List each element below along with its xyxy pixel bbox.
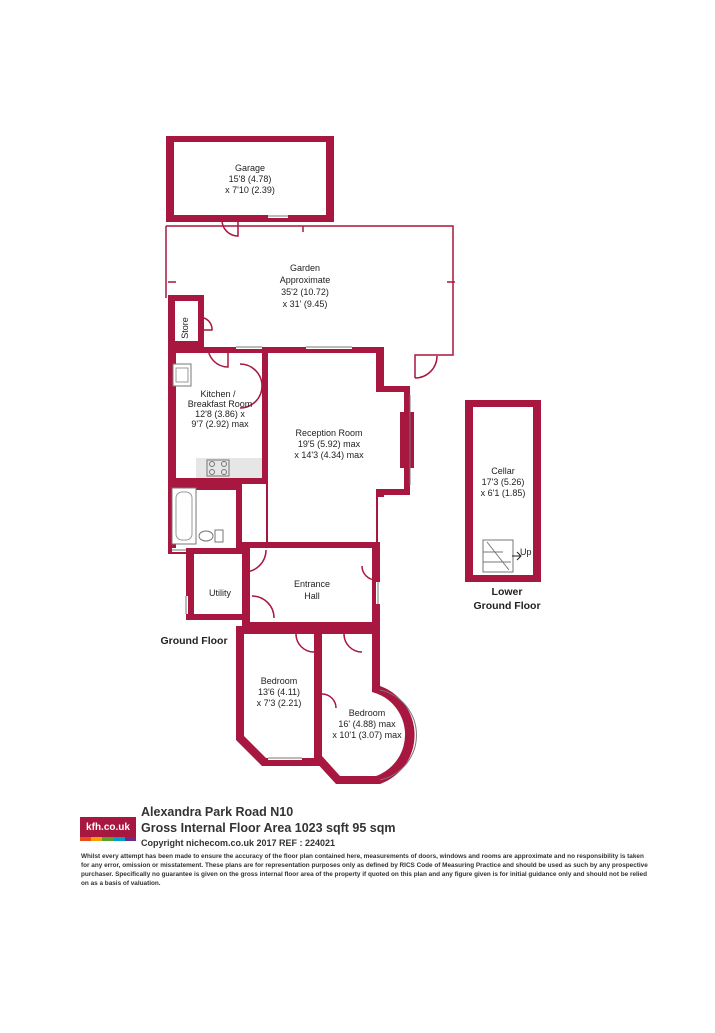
- garage-dim2: x 7'10 (2.39): [225, 185, 275, 195]
- reception-name: Reception Room: [295, 428, 363, 438]
- kitchen-name: Kitchen /: [200, 389, 236, 399]
- store-name: Store: [180, 317, 190, 339]
- bedroom2-dim1: 16' (4.88) max: [338, 719, 396, 729]
- ground-floor-label: Ground Floor: [160, 635, 228, 647]
- lower-floor-label-2: Ground Floor: [473, 600, 541, 612]
- logo-stripe: [102, 837, 113, 841]
- logo-stripe: [80, 837, 91, 841]
- logo-text: kfh.co.uk: [86, 822, 130, 833]
- bedroom2-name: Bedroom: [348, 708, 386, 718]
- cellar-name: Cellar: [491, 466, 515, 476]
- bedroom1-dim1: 13'6 (4.11): [257, 687, 301, 697]
- entrance-name: Entrance: [293, 579, 331, 589]
- logo-stripe: [114, 837, 125, 841]
- logo-color-strip: [80, 837, 136, 841]
- cellar-dim2: x 6'1 (1.85): [480, 488, 526, 498]
- kitchen-dim2: 9'7 (2.92) max: [191, 419, 249, 429]
- reception-dim1: 19'5 (5.92) max: [297, 439, 361, 449]
- garden-dim2: x 31' (9.45): [282, 299, 328, 309]
- lower-floor-label-1: Lower: [491, 586, 523, 598]
- logo-stripe: [125, 837, 136, 841]
- reception-dim2: x 14'3 (4.34) max: [294, 450, 364, 460]
- entrance-name2: Hall: [304, 591, 320, 601]
- garage-dim1: 15'8 (4.78): [228, 174, 272, 184]
- garage-name: Garage: [234, 163, 266, 173]
- garden-name2: Approximate: [279, 275, 331, 285]
- stairs-up-label: Up: [520, 547, 532, 557]
- bedroom1-dim2: x 7'3 (2.21): [256, 698, 302, 708]
- kitchen-dim1: 12'8 (3.86) x: [195, 409, 245, 419]
- utility: [184, 548, 250, 620]
- store: [168, 295, 212, 347]
- logo-stripe: [91, 837, 102, 841]
- bedroom2-dim2: x 10'1 (3.07) max: [332, 730, 402, 740]
- bathroom: [168, 484, 242, 554]
- cellar-dim1: 17'3 (5.26): [481, 477, 525, 487]
- garden-name: Garden: [289, 263, 321, 273]
- copyright: Copyright nichecom.co.uk 2017 REF : 224021: [141, 838, 336, 848]
- utility-name: Utility: [209, 588, 231, 598]
- kitchen-name2: Breakfast Room: [187, 399, 253, 409]
- bedroom1-name: Bedroom: [260, 676, 298, 686]
- garden-dim1: 35'2 (10.72): [281, 287, 329, 297]
- kfh-logo: [80, 817, 136, 841]
- floor-area: Gross Internal Floor Area 1023 sqft 95 sqm: [141, 821, 396, 835]
- disclaimer: Whilst every attempt has been made to ensure the accuracy of the floor plan contained here, measurements of doors, windows and rooms are approximate and no responsibility is taken for any error, omission or misstatement. These plans are for representation purposes only as defined by RICS Code of Measuring Practice and should be used as such by any prospective purchaser. Specifically no guarantee is given on the gross internal floor area of the property if quoted on this plan and any figure given is for initial guidance only and should not be relied on as a basis of valuation.: [81, 853, 648, 887]
- property-address: Alexandra Park Road N10: [141, 805, 294, 819]
